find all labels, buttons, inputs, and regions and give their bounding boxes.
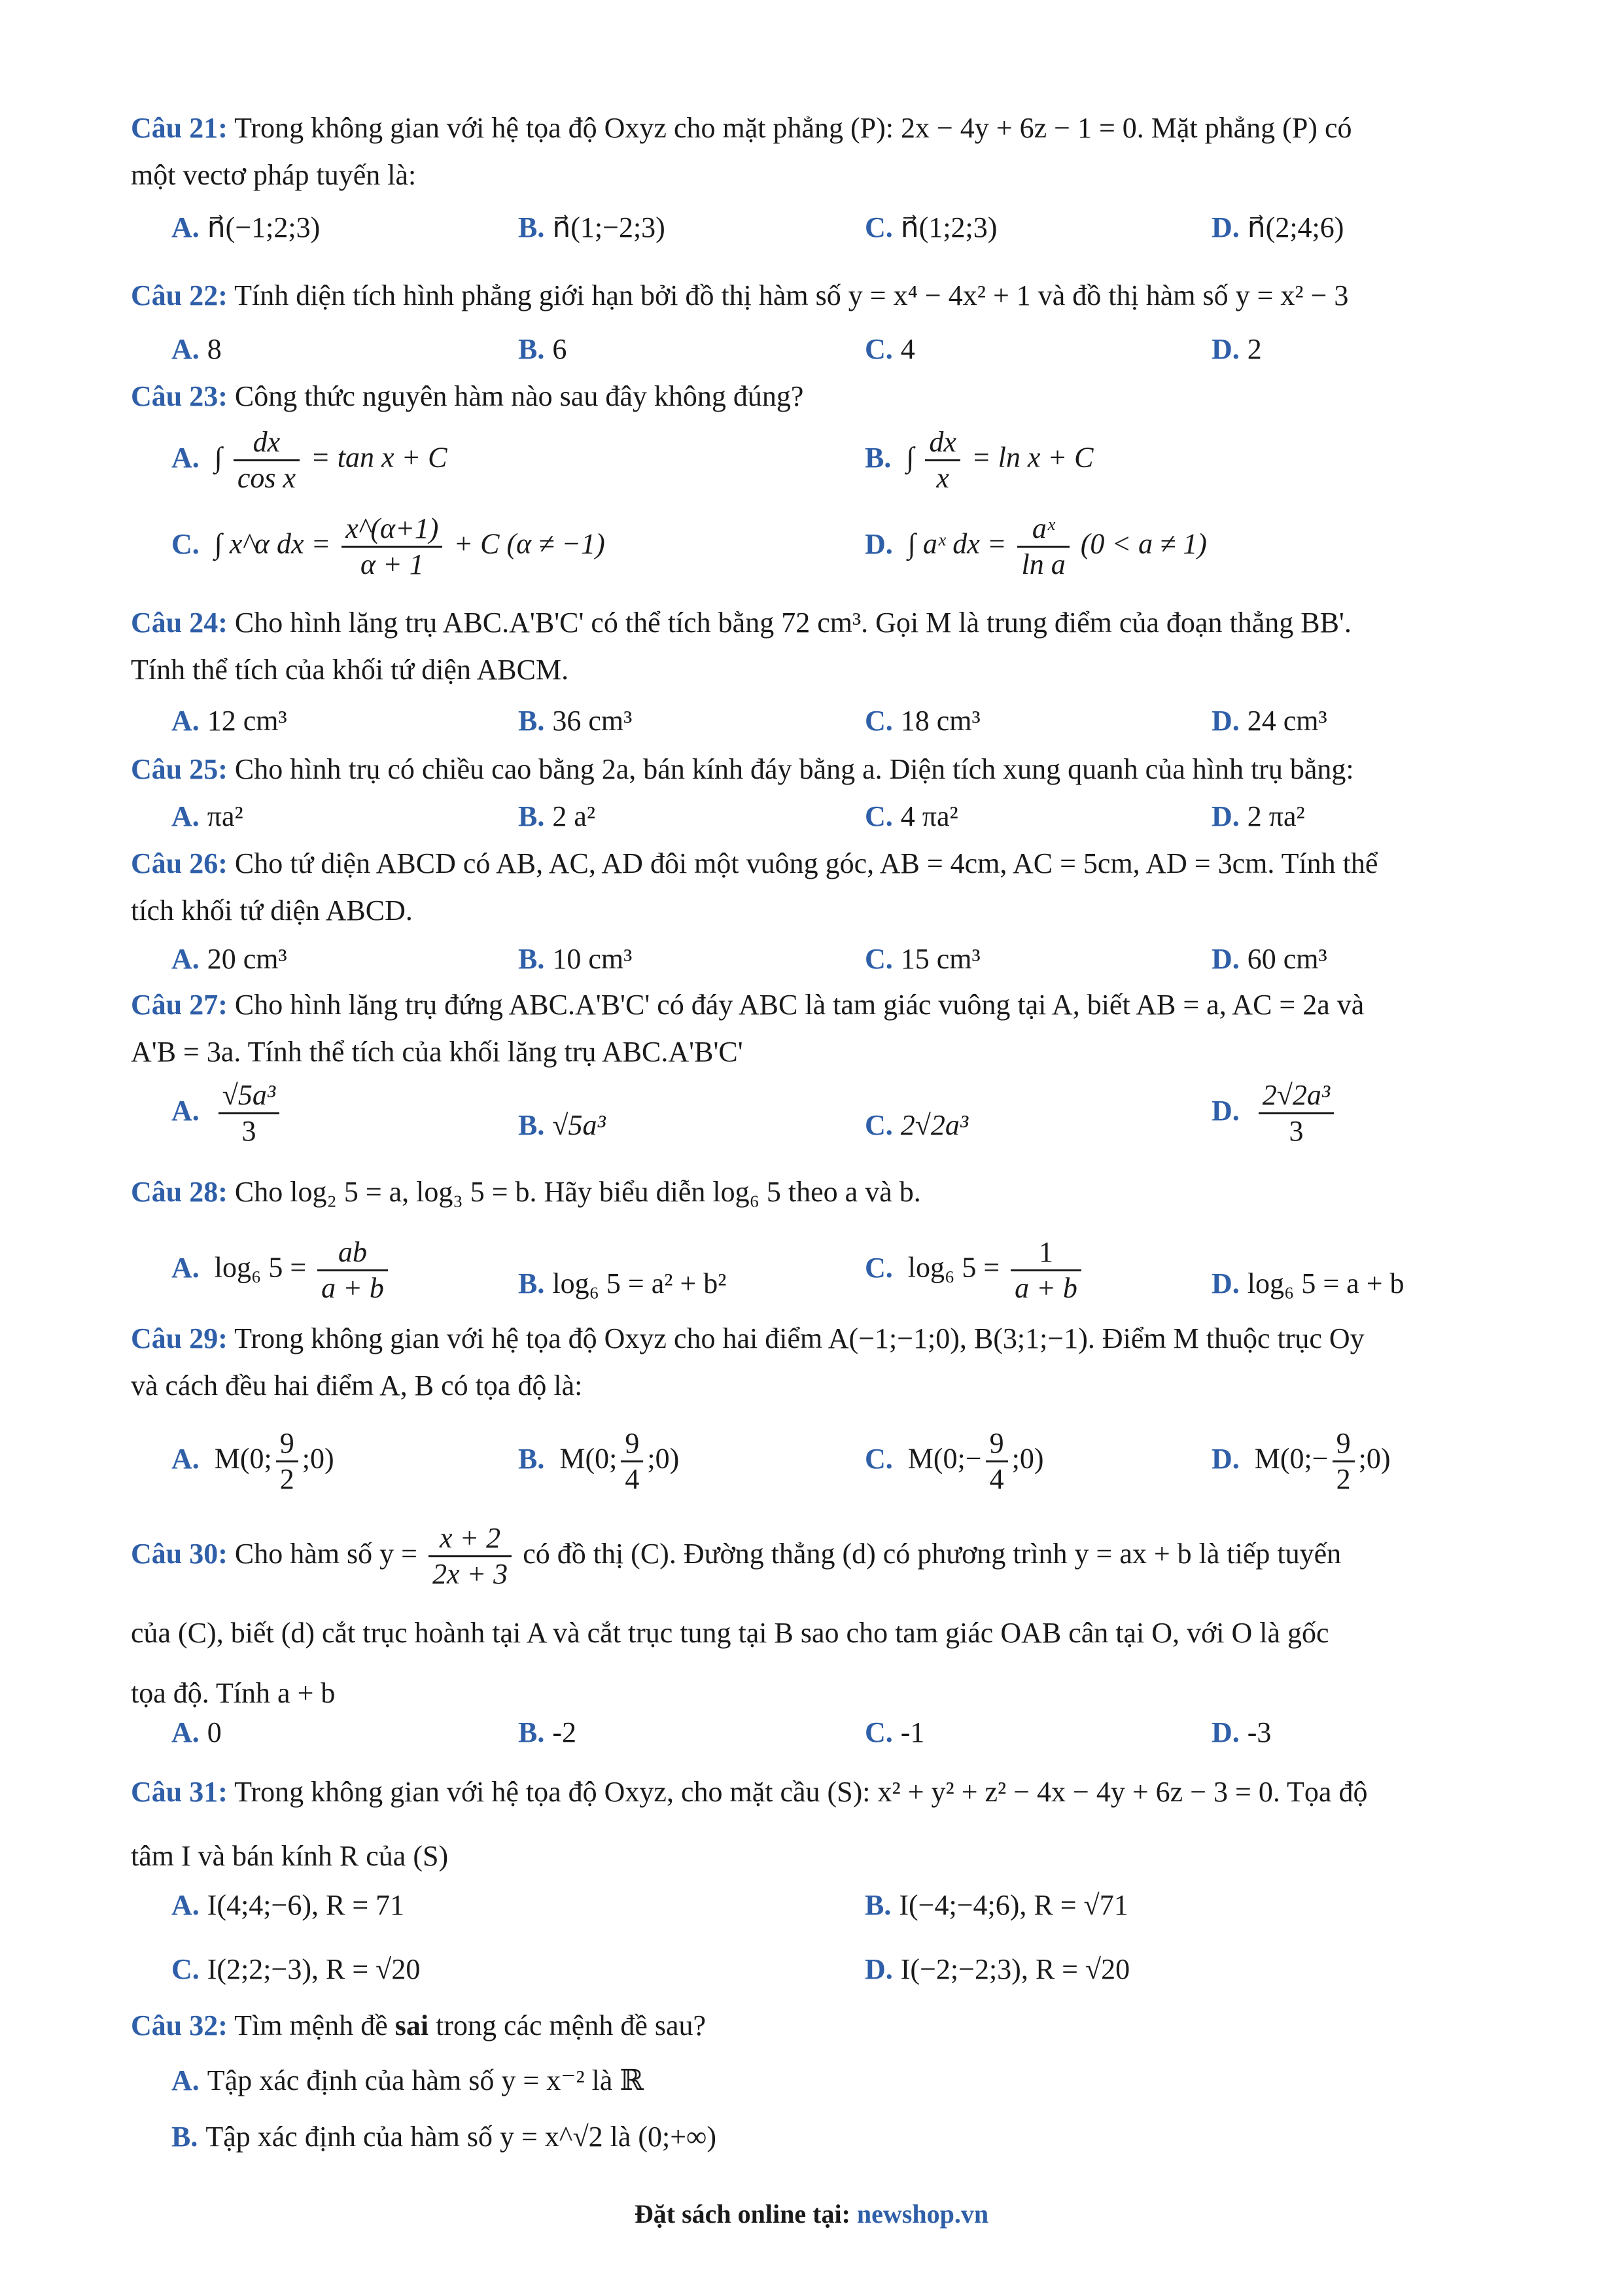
- option-d: [1212, 1264, 1405, 1303]
- option-label: B.: [171, 2121, 198, 2153]
- option-text: ;0): [302, 1442, 334, 1475]
- question-29: [131, 1315, 1518, 1409]
- numerator: x^(α+1): [341, 512, 442, 548]
- option-label: B.: [865, 1889, 892, 1921]
- option-label: D.: [1212, 333, 1240, 365]
- option-label: D.: [865, 527, 893, 560]
- option-text: 2√2a³: [900, 1109, 969, 1141]
- question-label: Câu 22:: [131, 279, 228, 311]
- option-label: C.: [865, 705, 893, 737]
- option-d: [1212, 208, 1344, 247]
- option-d: [865, 512, 1207, 582]
- question-text-cont: A'B = 3a. Tính thể tích của khối lăng trụ ABC.A'B'C': [131, 1036, 743, 1068]
- question-text-cont: một vectơ pháp tuyến là:: [131, 159, 417, 191]
- question-text: Công thức nguyên hàm nào sau đây không đúng?: [234, 380, 804, 412]
- option-label: D.: [1212, 1267, 1240, 1299]
- question-24: [131, 599, 1518, 694]
- denominator: a + b: [321, 1272, 384, 1304]
- option-text: = tan x + C: [311, 441, 447, 474]
- option-b: [518, 208, 665, 247]
- option-label: A.: [171, 705, 200, 737]
- option-label: B.: [518, 943, 545, 975]
- option-text: 2 a²: [552, 800, 596, 832]
- option-text: 12 cm³: [207, 705, 287, 737]
- option-c: [171, 512, 605, 582]
- denominator: cos x: [237, 462, 296, 494]
- question-text: Cho hình lăng trụ ABC.A'B'C' có thể tích bằng 72 cm³. Gọi M là trung điểm của đoạn thẳng BB'.: [234, 607, 1352, 639]
- option-text: Tập xác định của hàm số y = x⁻² là ℝ: [207, 2064, 644, 2096]
- option-text: -3: [1247, 1716, 1272, 1748]
- question-23: [131, 373, 1518, 420]
- denominator: x: [936, 462, 949, 494]
- question-label: Câu 25:: [131, 753, 228, 785]
- option-label: B.: [518, 333, 545, 365]
- option-text: 36 cm³: [552, 705, 633, 737]
- question-26: [131, 840, 1518, 934]
- question-30-cont: [131, 1603, 1518, 1723]
- option-text: Tập xác định của hàm số y = x^√2 là (0;+∞): [205, 2121, 717, 2153]
- option-d: [1212, 1078, 1338, 1148]
- option-text: ∫ aˣ dx =: [907, 527, 1007, 560]
- option-text: n⃗(1;−2;3): [552, 211, 665, 243]
- page-footer: [0, 2199, 1623, 2229]
- denominator: 2: [1336, 1463, 1351, 1495]
- option-c: [865, 330, 915, 369]
- fraction: [1259, 1078, 1334, 1148]
- option-a: [171, 1713, 222, 1752]
- option-text: -1: [900, 1716, 925, 1748]
- option-a: [171, 208, 320, 247]
- option-text: log₆ 5 = a² + b²: [552, 1267, 727, 1299]
- question-label: Câu 30:: [131, 1538, 228, 1570]
- option-a: [171, 1078, 283, 1148]
- option-text: 15 cm³: [900, 943, 981, 975]
- option-label: A.: [171, 211, 200, 243]
- option-label: D.: [1212, 705, 1240, 737]
- option-label: C.: [865, 211, 893, 243]
- option-text: 10 cm³: [552, 943, 633, 975]
- option-label: C.: [171, 1953, 200, 1985]
- denominator: 2x + 3: [432, 1558, 508, 1591]
- option-text: 6: [552, 333, 567, 365]
- option-label: C.: [865, 333, 893, 365]
- option-d: [1212, 1713, 1271, 1752]
- option-label: A.: [171, 1889, 200, 1921]
- integral-sign: ∫: [214, 441, 222, 474]
- option-label: C.: [865, 1442, 893, 1475]
- option-label: D.: [1212, 1094, 1240, 1127]
- numerator: √5a³: [218, 1078, 279, 1114]
- option-d: [1212, 330, 1262, 369]
- option-label: A.: [171, 441, 200, 474]
- option-a: [171, 797, 243, 836]
- option-text: 4 πa²: [900, 800, 958, 832]
- option-text: I(−2;−2;3), R = √20: [900, 1953, 1130, 1985]
- option-label: B.: [518, 1267, 545, 1299]
- option-text: I(−4;−4;6), R = √71: [899, 1889, 1128, 1921]
- question-31: [131, 1760, 1518, 1888]
- fraction: [276, 1426, 298, 1496]
- option-b: [518, 1264, 726, 1303]
- question-text-cont: tâm I và bán kính R của (S): [131, 1840, 449, 1872]
- option-label: D.: [1212, 943, 1240, 975]
- option-label: A.: [171, 1251, 200, 1284]
- option-d: [1212, 1426, 1391, 1496]
- option-text: I(4;4;−6), R = 71: [207, 1889, 405, 1921]
- option-b: [518, 797, 595, 836]
- option-text: n⃗(1;2;3): [900, 211, 998, 243]
- question-text-cont: Tính thể tích của khối tứ diện ABCM.: [131, 654, 569, 686]
- option-text: ;0): [647, 1442, 680, 1475]
- question-label: Câu 31:: [131, 1776, 228, 1808]
- question-text: Cho hình trụ có chiều cao bằng 2a, bán kính đáy bằng a. Diện tích xung quanh của hình trụ bằng:: [234, 753, 1354, 785]
- numerator: dx: [234, 425, 300, 461]
- option-c: [865, 701, 981, 741]
- footer-text: Đặt sách online tại:: [634, 2199, 850, 2229]
- question-label: Câu 32:: [131, 2009, 228, 2041]
- option-text: 20 cm³: [207, 943, 287, 975]
- option-c: [865, 1235, 1085, 1305]
- option-label: C.: [865, 1716, 893, 1748]
- option-label: D.: [1212, 800, 1240, 832]
- question-label: Câu 26:: [131, 847, 228, 879]
- option-label: B.: [518, 800, 545, 832]
- numerator: dx: [925, 425, 960, 461]
- option-d: [1212, 940, 1327, 979]
- option-c: [865, 1106, 968, 1145]
- option-label: A.: [171, 1716, 200, 1748]
- option-label: B.: [518, 1716, 545, 1748]
- question-text: có đồ thị (C). Đường thẳng (d) có phương trình y = ax + b là tiếp tuyến: [523, 1538, 1342, 1570]
- option-text: log₆ 5 =: [907, 1251, 1000, 1284]
- option-text: ;0): [1358, 1442, 1391, 1475]
- question-text: Cho tứ diện ABCD có AB, AC, AD đôi một vuông góc, AB = 4cm, AC = 5cm, AD = 3cm. Tính thể: [234, 847, 1378, 879]
- question-emphasis: sai: [394, 2009, 429, 2041]
- question-label: Câu 27:: [131, 989, 228, 1021]
- option-b: [518, 1426, 679, 1496]
- option-text: I(2;2;−3), R = √20: [207, 1953, 421, 1985]
- option-a: [171, 330, 222, 369]
- denominator: 2: [279, 1463, 294, 1495]
- fraction: [925, 425, 960, 495]
- numerator: x + 2: [428, 1521, 512, 1557]
- option-label: B.: [518, 211, 545, 243]
- denominator: 3: [1289, 1115, 1304, 1147]
- fraction: [234, 425, 300, 495]
- numerator: 9: [1333, 1426, 1355, 1462]
- option-text: 2: [1247, 333, 1262, 365]
- option-text: 8: [207, 333, 222, 365]
- option-c: [865, 1426, 1044, 1496]
- option-text: = ln x + C: [971, 441, 1094, 474]
- option-d: [1212, 701, 1327, 741]
- question-label: Câu 24:: [131, 607, 228, 639]
- option-label: A.: [171, 943, 200, 975]
- question-25: [131, 746, 1518, 793]
- option-a: [171, 1426, 334, 1496]
- question-text: Tìm mệnh đề: [234, 2009, 388, 2041]
- option-c: [865, 1713, 924, 1752]
- option-c: [865, 940, 981, 979]
- option-a: [171, 2061, 644, 2100]
- option-a: [171, 940, 287, 979]
- fraction: [428, 1521, 512, 1591]
- option-label: B.: [518, 1109, 545, 1141]
- fraction: [218, 1078, 279, 1148]
- question-text: Cho log₂ 5 = a, log₃ 5 = b. Hãy biểu diễn log₆ 5 theo a và b.: [234, 1176, 921, 1208]
- question-text: Trong không gian với hệ tọa độ Oxyz cho mặt phẳng (P): 2x − 4y + 6z − 1 = 0. Mặt phẳng (P) có: [234, 112, 1352, 144]
- option-text: ;0): [1011, 1442, 1044, 1475]
- option-c: [865, 797, 958, 836]
- denominator: ln a: [1021, 548, 1066, 580]
- option-d: [1212, 797, 1305, 836]
- question-label: Câu 29:: [131, 1322, 228, 1354]
- option-label: D.: [1212, 211, 1240, 243]
- option-text: + C (α ≠ −1): [453, 527, 605, 560]
- numerator: 9: [276, 1426, 298, 1462]
- option-b: [518, 1713, 576, 1752]
- question-27: [131, 981, 1518, 1076]
- option-text: πa²: [207, 800, 243, 832]
- fraction: [1011, 1235, 1081, 1305]
- option-b: [518, 330, 567, 369]
- option-text: ∫ x^α dx =: [214, 527, 331, 560]
- fraction: [341, 512, 442, 582]
- question-text: Trong không gian với hệ tọa độ Oxyz, cho mặt cầu (S): x² + y² + z² − 4x − 4y + 6z − 3 = 0. Tọa độ: [234, 1776, 1368, 1808]
- option-c: [865, 208, 997, 247]
- option-a: [171, 425, 447, 495]
- numerator: aˣ: [1017, 512, 1069, 548]
- option-text: log₆ 5 =: [214, 1251, 307, 1284]
- option-label: D.: [1212, 1442, 1240, 1475]
- question-30: [131, 1518, 1518, 1591]
- denominator: a + b: [1015, 1272, 1077, 1304]
- option-text: M(0;: [214, 1442, 272, 1475]
- option-label: B.: [865, 441, 892, 474]
- option-text: -2: [552, 1716, 577, 1748]
- option-label: C.: [171, 527, 200, 560]
- option-label: D.: [1212, 1716, 1240, 1748]
- option-label: A.: [171, 1094, 200, 1127]
- option-text: n⃗(−1;2;3): [207, 211, 321, 243]
- question-21: [131, 105, 1518, 199]
- option-label: A.: [171, 333, 200, 365]
- option-text: M(0;−: [907, 1442, 982, 1475]
- option-b: [518, 701, 632, 741]
- option-text: 2 πa²: [1247, 800, 1305, 832]
- option-text: 4: [900, 333, 915, 365]
- option-b: [518, 940, 632, 979]
- option-c: [171, 1950, 420, 1989]
- denominator: α + 1: [360, 548, 424, 580]
- numerator: ab: [317, 1235, 388, 1271]
- footer-site-link[interactable]: newshop.vn: [856, 2199, 989, 2229]
- question-text: Cho hàm số y =: [234, 1538, 417, 1570]
- fraction: [621, 1426, 643, 1496]
- question-text-cont: và cách đều hai điểm A, B có tọa độ là:: [131, 1369, 583, 1402]
- fraction: [986, 1426, 1008, 1496]
- option-text: M(0;−: [1254, 1442, 1329, 1475]
- option-a: [171, 701, 287, 741]
- option-label: B.: [518, 705, 545, 737]
- denominator: 4: [625, 1463, 640, 1495]
- question-label: Câu 23:: [131, 380, 228, 412]
- option-b: [518, 1106, 606, 1145]
- option-label: D.: [865, 1953, 893, 1985]
- question-label: Câu 21:: [131, 112, 228, 144]
- question-text: Cho hình lăng trụ đứng ABC.A'B'C' có đáy ABC là tam giác vuông tại A, biết AB = a, AC = 2a và: [234, 989, 1365, 1021]
- option-label: B.: [518, 1442, 545, 1475]
- option-text: log₆ 5 = a + b: [1247, 1267, 1405, 1299]
- option-label: A.: [171, 1442, 200, 1475]
- fraction: [1017, 512, 1069, 582]
- question-text: Trong không gian với hệ tọa độ Oxyz cho hai điểm A(−1;−1;0), B(3;1;−1). Điểm M thuộc trục Oy: [234, 1322, 1365, 1354]
- option-label: C.: [865, 1109, 893, 1141]
- option-a: [171, 1235, 392, 1305]
- option-label: A.: [171, 2064, 200, 2096]
- option-a: [171, 1886, 404, 1925]
- option-b: [865, 1886, 1128, 1925]
- denominator: 3: [241, 1115, 256, 1147]
- question-text: Tính diện tích hình phẳng giới hạn bởi đồ thị hàm số y = x⁴ − 4x² + 1 và đồ thị hàm số y = x² − 3: [234, 279, 1349, 311]
- option-d: [865, 1950, 1130, 1989]
- numerator: 9: [621, 1426, 643, 1462]
- option-b: [865, 425, 1093, 495]
- option-text: M(0;: [559, 1442, 618, 1475]
- option-label: A.: [171, 800, 200, 832]
- question-32: [131, 2002, 1518, 2049]
- question-28: [131, 1169, 1518, 1216]
- option-label: C.: [865, 943, 893, 975]
- denominator: 4: [989, 1463, 1004, 1495]
- option-text: 60 cm³: [1247, 943, 1327, 975]
- option-label: C.: [865, 1251, 893, 1284]
- option-text: (0 < a ≠ 1): [1080, 527, 1207, 560]
- option-label: C.: [865, 800, 893, 832]
- numerator: 9: [986, 1426, 1008, 1462]
- option-text: 18 cm³: [900, 705, 981, 737]
- fraction: [317, 1235, 388, 1305]
- option-text: 0: [207, 1716, 222, 1748]
- numerator: 1: [1011, 1235, 1081, 1271]
- question-text-cont: của (C), biết (d) cắt trục hoành tại A và cắt trục tung tại B sao cho tam giác OAB cân tại O, với O là gốc: [131, 1617, 1329, 1649]
- option-b: [171, 2117, 716, 2157]
- fraction: [1333, 1426, 1355, 1496]
- question-22: [131, 272, 1518, 319]
- question-text: trong các mệnh đề sau?: [436, 2009, 707, 2041]
- integral-sign: ∫: [906, 441, 915, 474]
- question-text-cont: tích khối tứ diện ABCD.: [131, 894, 413, 927]
- numerator: 2√2a³: [1259, 1078, 1334, 1114]
- question-text-cont: tọa độ. Tính a + b: [131, 1677, 336, 1709]
- option-text: 24 cm³: [1247, 705, 1327, 737]
- option-text: n⃗(2;4;6): [1247, 211, 1344, 243]
- question-label: Câu 28:: [131, 1176, 228, 1208]
- option-text: √5a³: [552, 1109, 606, 1141]
